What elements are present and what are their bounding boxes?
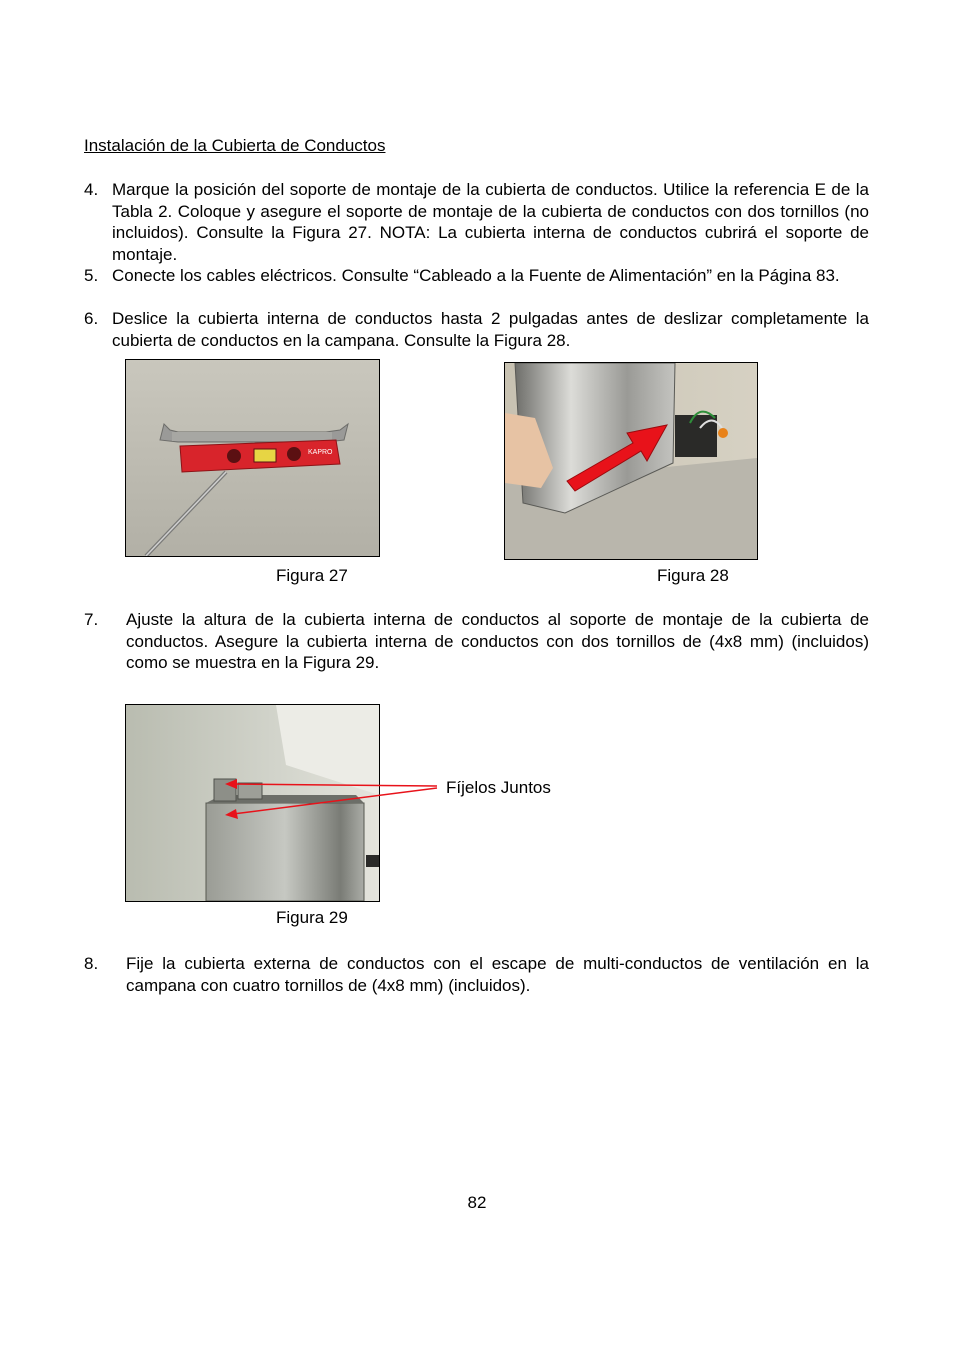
step-number: 4. [84,180,99,199]
callout-arrowhead-lower [225,809,238,819]
bracket-level-image [126,360,379,556]
step-text: Conecte los cables eléctricos. Consulte “Cableado a la Fuente de Alimentación” en la Página 83. [112,266,840,285]
duct-slide-image [505,363,757,559]
section-heading: Instalación de la Cubierta de Conductos [84,136,386,155]
step-text: Ajuste la altura de la cubierta interna de conductos al soporte de montaje de la cubierta de conductos. Asegure la cubierta interna de conductos con dos tornillos de (4x8 mm) (incluidos) como se muestra en la Figura 29. [126,610,869,672]
figure-28-photo [504,362,758,560]
step-number: 7. [84,610,99,629]
figure-28-caption: Figura 28 [657,566,729,585]
step-text: Deslice la cubierta interna de conductos hasta 2 pulgadas antes de deslizar completamente la cubierta de conductos en la campana. Consulte la Figura 28. [112,309,869,350]
callout-label: Fíjelos Juntos [446,778,551,797]
level-brand-label: KAPRO [308,449,333,456]
step-number: 8. [84,954,99,973]
step-number: 5. [84,266,99,285]
callout-arrowhead-upper [225,779,237,789]
callout-arrows [215,776,440,822]
figure-27-caption: Figura 27 [276,566,348,585]
figure-29-caption: Figura 29 [276,908,348,927]
page-number: 82 [467,1193,487,1212]
step-number: 6. [84,309,99,328]
figure-27-photo [125,359,380,557]
step-text: Marque la posición del soporte de montaje de la cubierta de conductos. Utilice la referencia E de la Tabla 2. Coloque y asegure el soporte de montaje de la cubierta de conductos con dos tornillos (no incluidos). Consulte la Figura 27. NOTA: La cubierta interna de conductos cubrirá el soporte de montaje. [112,180,869,264]
step-text: Fije la cubierta externa de conductos con el escape de multi-conductos de ventilación en la campana con cuatro tornillos de (4x8 mm) (incluidos). [126,954,869,995]
callout-arrow-lower [233,788,437,814]
callout-arrow-upper [233,784,437,786]
